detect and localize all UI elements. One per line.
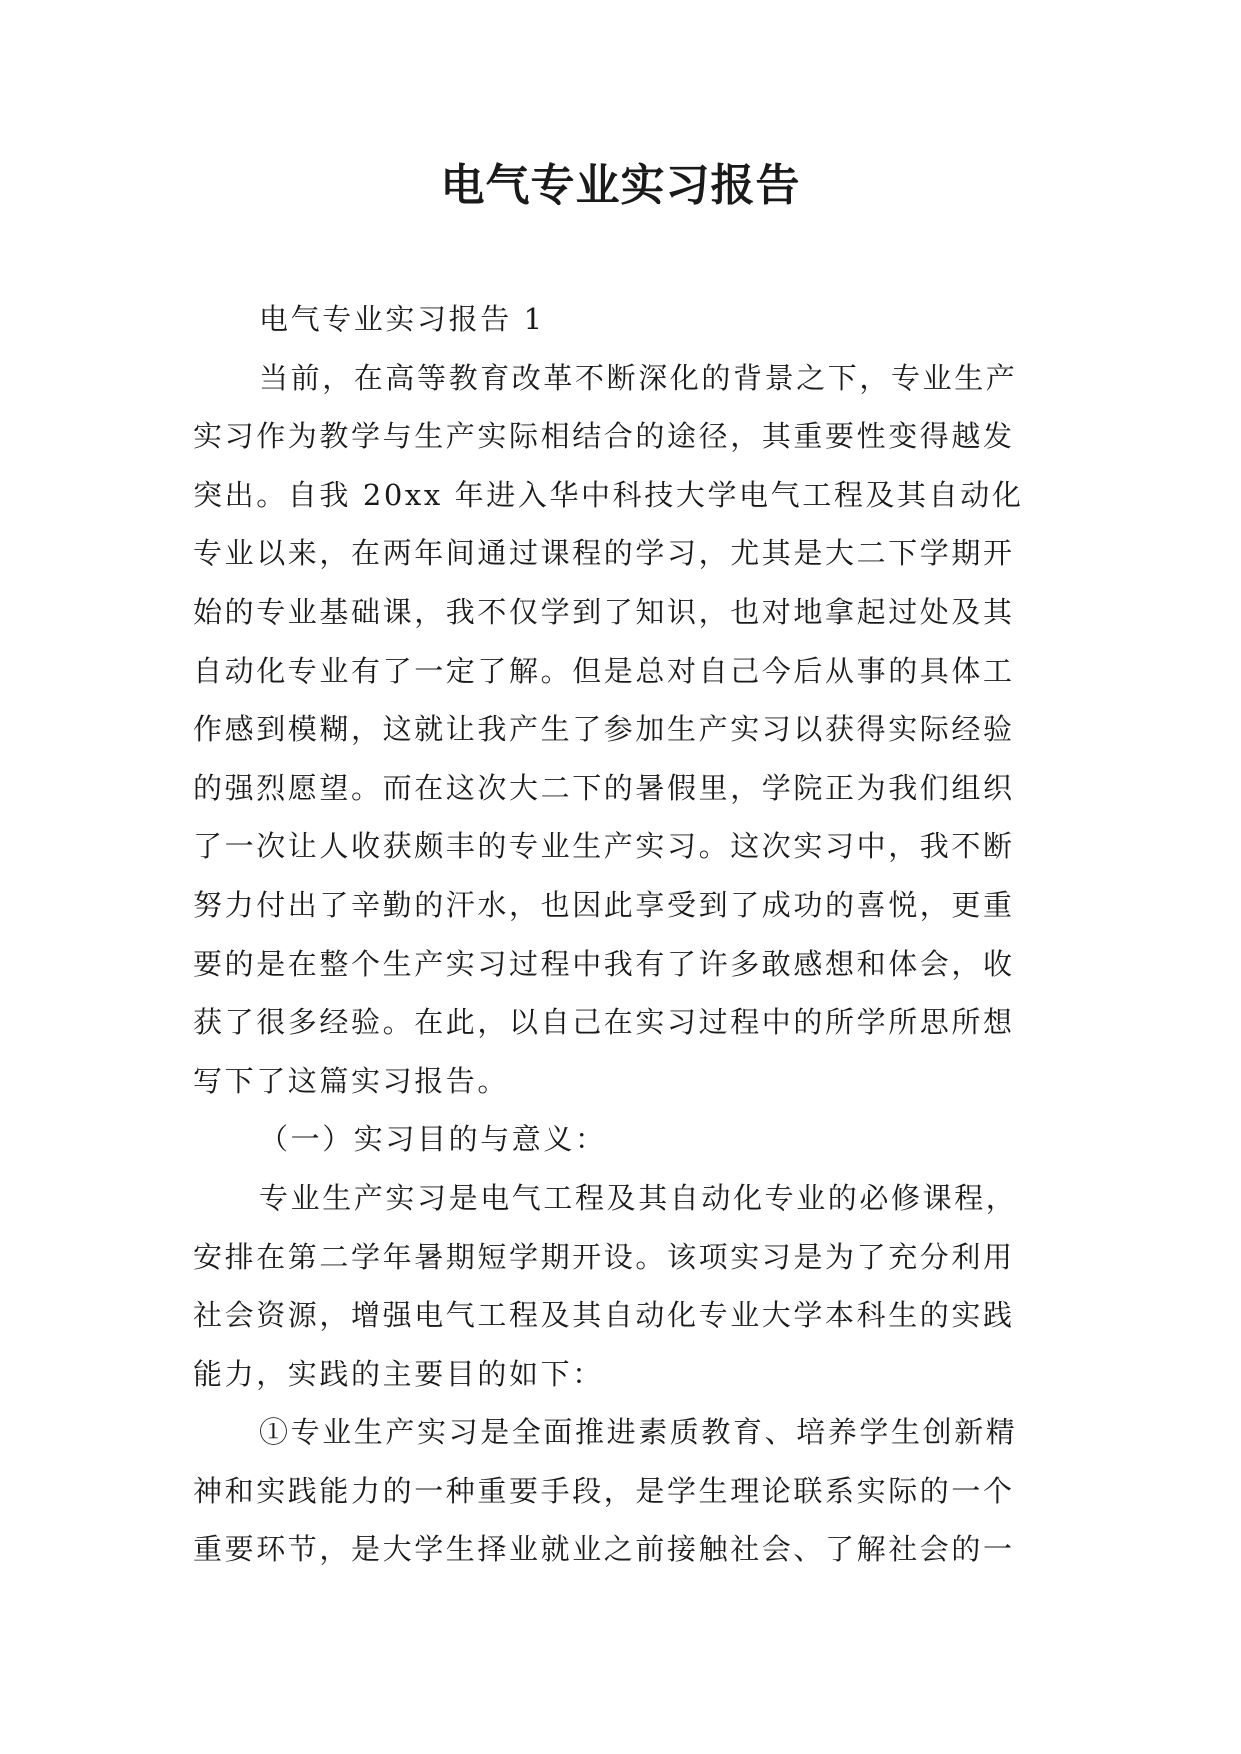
text-line: 专业以来，在两年间通过课程的学习，尤其是大二下学期开	[193, 536, 1015, 571]
text-line: 专业生产实习是电气工程及其自动化专业的必修课程，	[259, 1180, 1018, 1215]
text-line: 努力付出了辛勤的汗水，也因此享受到了成功的喜悦，更重	[193, 887, 1015, 922]
text-line: 始的专业基础课，我不仅学到了知识，也对地拿起过处及其	[193, 594, 1015, 629]
document-title: 电气专业实习报告	[440, 160, 801, 211]
text-line: （一）实习目的与意义：	[259, 1122, 607, 1157]
text-line: 能力，实践的主要目的如下：	[193, 1356, 604, 1391]
text-line: 作感到模糊，这就让我产生了参加生产实习以获得实际经验	[193, 712, 1015, 747]
document-body	[193, 290, 1069, 1579]
text-line: 安排在第二学年暑期短学期开设。该项实习是为了充分利用	[193, 1239, 1015, 1274]
text-line: 写下了这篇实习报告。	[193, 1063, 510, 1098]
text-line: 了一次让人收获颇丰的专业生产实习。这次实习中，我不断	[193, 829, 1015, 864]
text-line: ①专业生产实习是全面推进素质教育、培养学生创新精	[259, 1415, 1018, 1450]
text-line: 的强烈愿望。而在这次大二下的暑假里，学院正为我们组织	[193, 770, 1015, 805]
text-line: 要的是在整个生产实习过程中我有了许多敢感想和体会，收	[193, 946, 1015, 981]
text-line: 当前，在高等教育改革不断深化的背景之下，专业生产	[259, 360, 1018, 395]
text-line: 神和实践能力的一种重要手段，是学生理论联系实际的一个	[193, 1473, 1015, 1508]
text-line: 社会资源，增强电气工程及其自动化专业大学本科生的实践	[193, 1298, 1015, 1333]
text-line: 突出。自我 20xx 年进入华中科技大学电气工程及其自动化	[193, 477, 1024, 512]
text-line: 自动化专业有了一定了解。但是总对自己今后从事的具体工	[193, 653, 1015, 688]
text-line: 实习作为教学与生产实际相结合的途径，其重要性变得越发	[193, 419, 1015, 454]
text-line: 获了很多经验。在此，以自己在实习过程中的所学所思所想	[193, 1005, 1015, 1040]
text-line: 电气专业实习报告 1	[259, 302, 545, 336]
text-line: 重要环节，是大学生择业就业之前接触社会、了解社会的一	[193, 1532, 1015, 1567]
